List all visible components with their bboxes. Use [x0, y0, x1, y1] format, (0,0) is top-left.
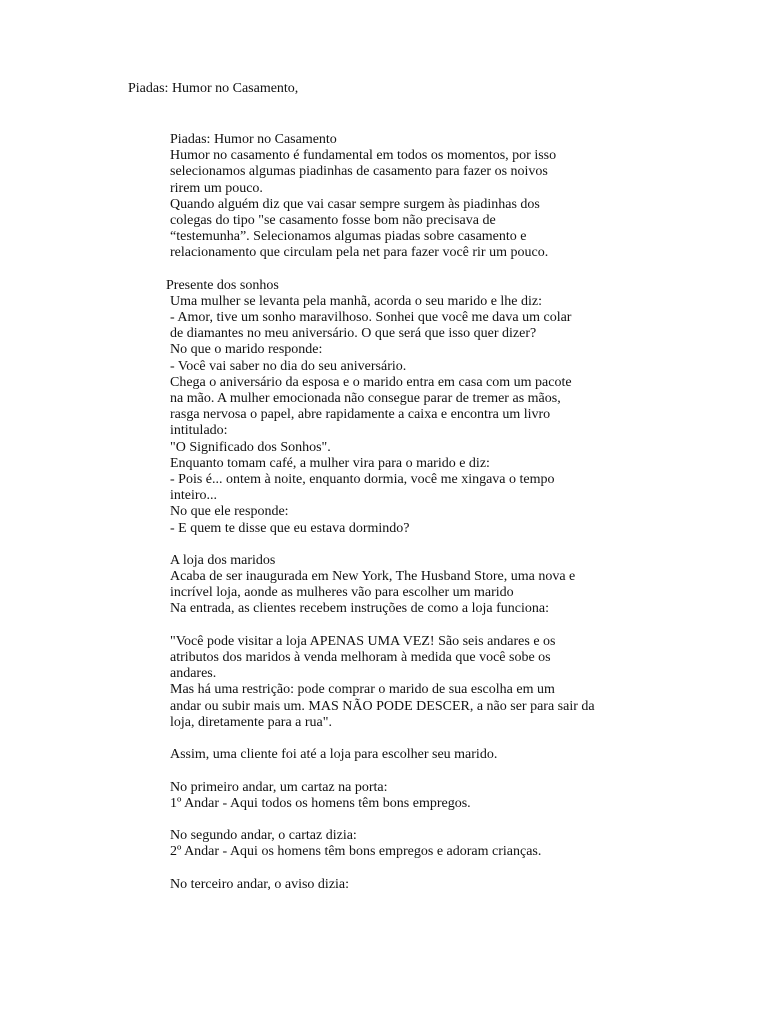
text-line: selecionamos algumas piadinhas de casamento para fazer os noivos — [170, 164, 548, 180]
text-line: A loja dos maridos — [170, 552, 276, 568]
text-line: Mas há uma restrição: pode comprar o marido de sua escolha em um — [170, 682, 555, 698]
text-line: Na entrada, as clientes recebem instruções de como a loja funciona: — [170, 601, 550, 617]
blank-line — [170, 812, 640, 828]
text-line: - E quem te disse que eu estava dormindo? — [170, 520, 410, 536]
document-title: Piadas: Humor no Casamento, — [128, 81, 299, 96]
text-line: Acaba de ser inaugurada em New York, The Husband Store, uma nova e — [170, 569, 576, 585]
text-line: colegas do tipo "se casamento fosse bom não precisava de — [170, 212, 496, 228]
text-line: andar ou subir mais um. MAS NÃO PODE DESCER, a não ser para sair da — [170, 698, 595, 714]
text-line: Assim, uma cliente foi até a loja para escolher seu marido. — [170, 747, 498, 763]
text-line: rasga nervosa o papel, abre rapidamente a caixa e encontra um livro — [170, 407, 551, 423]
text-line: Presente dos sonhos — [166, 277, 279, 293]
blank-line — [170, 262, 640, 278]
text-line: Enquanto tomam café, a mulher vira para o marido e diz: — [170, 455, 490, 471]
text-line: na mão. A mulher emocionada não consegue parar de tremer as mãos, — [170, 391, 561, 406]
blank-line — [170, 763, 640, 779]
text-line: - Amor, tive um sonho maravilhoso. Sonhei que você me dava um colar — [170, 310, 572, 326]
blank-line — [170, 618, 640, 634]
text-line: inteiro... — [170, 488, 218, 504]
text-line: "O Significado dos Sonhos". — [170, 439, 331, 455]
text-line: No que ele responde: — [170, 504, 289, 520]
text-line: Piadas: Humor no Casamento — [170, 132, 337, 147]
text-line: "Você pode visitar a loja APENAS UMA VEZ! São seis andares e os — [170, 633, 556, 649]
text-line: No primeiro andar, um cartaz na porta: — [170, 779, 388, 795]
text-line: “testemunha”. Selecionamos algumas piadas sobre casamento e — [170, 229, 527, 245]
text-line: No terceiro andar, o aviso dizia: — [170, 876, 350, 892]
text-line: 1º Andar - Aqui todos os homens têm bons empregos. — [170, 795, 471, 811]
blank-line — [170, 860, 640, 876]
text-line: intitulado: — [170, 423, 228, 439]
text-line: - Você vai saber no dia do seu aniversário. — [170, 358, 407, 374]
text-line: atributos dos maridos à venda melhoram à medida que você sobe os — [170, 650, 551, 665]
text-line: Chega o aniversário da esposa e o marido entra em casa com um pacote — [170, 374, 572, 390]
text-line: relacionamento que circulam pela net para fazer você rir um pouco. — [170, 245, 549, 261]
text-line: Humor no casamento é fundamental em todos os momentos, por isso — [170, 148, 557, 164]
text-line: Quando alguém diz que vai casar sempre surgem às piadinhas dos — [170, 196, 540, 212]
text-line: rirem um pouco. — [170, 180, 263, 196]
text-line: incrível loja, aonde as mulheres vão para escolher um marido — [170, 585, 514, 601]
document-body — [166, 132, 640, 893]
text-line: loja, diretamente para a rua". — [170, 714, 332, 730]
blank-line — [170, 537, 640, 553]
text-line: - Pois é... ontem à noite, enquanto dormia, você me xingava o tempo — [170, 471, 555, 487]
blank-line — [170, 731, 640, 747]
text-line: andares. — [170, 666, 217, 682]
text-line: No que o marido responde: — [170, 342, 323, 358]
text-line: Uma mulher se levanta pela manhã, acorda o seu marido e lhe diz: — [170, 293, 543, 309]
text-line: 2º Andar - Aqui os homens têm bons empregos e adoram crianças. — [170, 844, 542, 860]
text-line: No segundo andar, o cartaz dizia: — [170, 828, 357, 844]
text-line: de diamantes no meu aniversário. O que será que isso quer dizer? — [170, 326, 537, 342]
